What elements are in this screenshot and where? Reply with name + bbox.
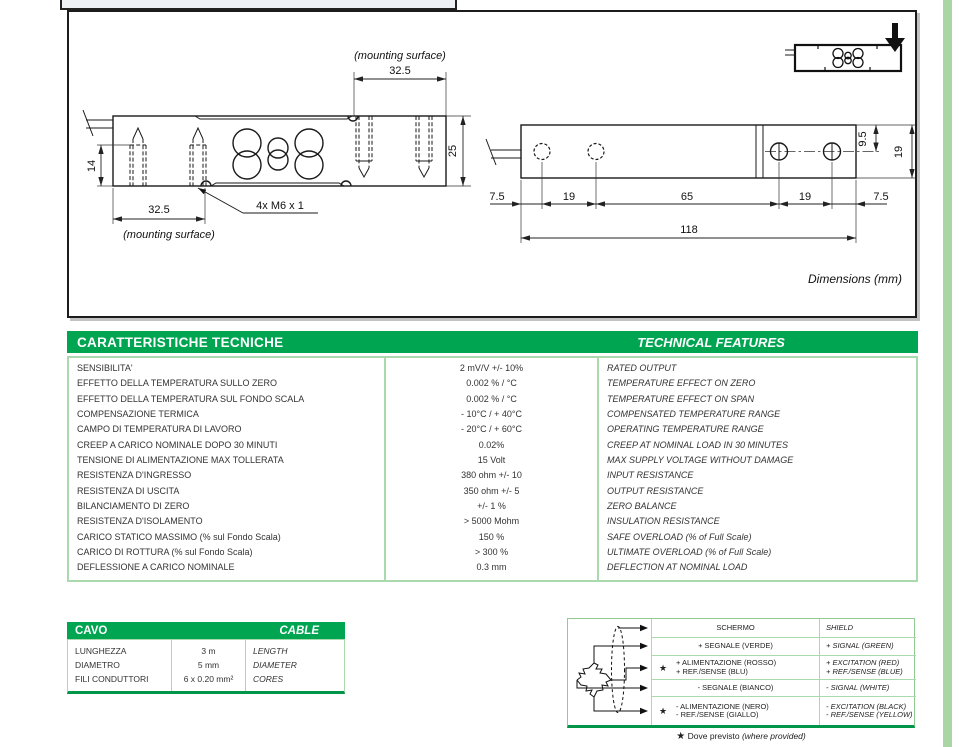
spec-value: 0.002 % / °C xyxy=(466,378,517,389)
spec-name-en: INSULATION RESISTANCE xyxy=(607,516,720,527)
wiring-row-signal-minus-it xyxy=(651,679,819,696)
wire-label: - SEGNALE (BIANCO) xyxy=(697,682,774,692)
cable-column-values xyxy=(171,640,246,691)
spec-value: +/- 1 % xyxy=(477,501,506,512)
tech-title-italian: CARATTERISTICHE TECNICHE xyxy=(77,335,284,350)
side-view-drawing xyxy=(83,50,471,241)
spec-value: 0.3 mm xyxy=(476,562,507,573)
wiring-row-signal-plus-it xyxy=(651,637,819,655)
wire-label: + EXCITATION (RED) xyxy=(826,658,900,667)
wiring-row-excitation-plus-en xyxy=(819,655,916,679)
mini-orientation-view xyxy=(785,45,901,71)
tech-column-english xyxy=(599,358,916,580)
cable-prop-en: CORES xyxy=(253,674,284,684)
spec-value: 380 ohm +/- 10 xyxy=(461,470,522,481)
star-icon: ★ xyxy=(676,731,686,742)
spec-value: - 10°C / + 40°C xyxy=(461,409,522,420)
dim-top-mounting-width: 32.5 xyxy=(389,65,411,77)
top-view-drawing xyxy=(486,125,915,243)
spec-name-en: TEMPERATURE EFFECT ON SPAN xyxy=(607,393,755,404)
spec-name-it: EFFETTO DELLA TEMPERATURA SULLO ZERO xyxy=(77,378,278,389)
spec-name-it: DEFLESSIONE A CARICO NOMINALE xyxy=(77,562,235,573)
spec-name-it: RESISTENZA D'INGRESSO xyxy=(77,470,192,481)
tech-table-header xyxy=(67,331,918,353)
spec-name-it: RESISTENZA DI USCITA xyxy=(77,485,180,496)
tech-column-italian xyxy=(69,358,384,580)
dim-center-span: 65 xyxy=(680,191,694,203)
spec-name-en: MAX SUPPLY VOLTAGE WITHOUT DAMAGE xyxy=(607,455,794,466)
cable-title-english: CABLE xyxy=(279,624,319,637)
cable-column-italian xyxy=(68,640,171,691)
wiring-row-shield-it xyxy=(651,619,819,637)
wire-label: + REF./SENSE (BLU) xyxy=(676,666,748,676)
wire-label: SCHERMO xyxy=(716,622,755,632)
spec-value: 350 ohm +/- 5 xyxy=(463,485,520,496)
dim-edge-right: 7.5 xyxy=(873,191,889,203)
spec-name-en: SAFE OVERLOAD (% of Full Scale) xyxy=(607,531,752,542)
wire-label: + ALIMENTAZIONE (ROSSO) xyxy=(676,658,777,667)
cable-value: 6 x 0.20 mm² xyxy=(183,674,234,684)
wire-label: - REF./SENSE (YELLOW) xyxy=(826,710,913,719)
cable-table-body xyxy=(67,639,345,694)
spec-name-en: INPUT RESISTANCE xyxy=(607,470,694,481)
spec-value: 0.02% xyxy=(478,439,505,450)
spec-name-en: OUTPUT RESISTANCE xyxy=(607,485,704,496)
wiring-row-excitation-minus-it xyxy=(651,696,819,725)
wire-label: - EXCITATION (BLACK) xyxy=(826,701,907,711)
spec-name-it: RESISTENZA D'ISOLAMENTO xyxy=(77,516,203,527)
wire-label: SHIELD xyxy=(826,622,854,632)
mounting-surface-bottom-label: (mounting surface) xyxy=(123,229,215,241)
wire-label: + SEGNALE (VERDE) xyxy=(698,641,773,651)
spec-name-en: CREEP AT NOMINAL LOAD IN 30 MINUTES xyxy=(607,439,789,450)
spec-value: 2 mV/V +/- 10% xyxy=(459,363,524,373)
spec-name-it: TENSIONE DI ALIMENTAZIONE MAX TOLLERATA xyxy=(77,455,284,466)
wiring-table xyxy=(567,618,915,728)
spec-name-it: CARICO STATICO MASSIMO (% sul Fondo Scala) xyxy=(77,531,281,542)
wiring-footnote xyxy=(567,731,915,742)
cable-table-header xyxy=(67,622,345,639)
footnote-translation: (where provided) xyxy=(741,731,806,741)
dim-height: 25 xyxy=(447,144,459,158)
wiring-row-signal-minus-en xyxy=(819,679,916,696)
wire-label: + REF./SENSE (BLUE) xyxy=(826,666,903,676)
bridge-circuit-diagram xyxy=(568,619,651,725)
dim-hole-depth: 14 xyxy=(86,159,98,173)
cable-prop-en: DIAMETER xyxy=(253,660,297,670)
spec-name-it: CARICO DI ROTTURA (% sul Fondo Scala) xyxy=(77,547,253,558)
dim-hole-offset: 9.5 xyxy=(857,131,869,147)
technical-features-table xyxy=(67,331,918,582)
spec-name-it: COMPENSAZIONE TERMICA xyxy=(77,409,199,420)
wiring-row-signal-plus-en xyxy=(819,637,916,655)
spec-value: > 300 % xyxy=(474,547,509,558)
cable-prop-it: LUNGHEZZA xyxy=(75,646,127,656)
thread-callout: 4x M6 x 1 xyxy=(256,200,304,212)
spec-name-it: CAMPO DI TEMPERATURA DI LAVORO xyxy=(77,424,242,435)
dimension-drawing-panel xyxy=(67,10,917,318)
spec-value: 150 % xyxy=(478,531,505,542)
dim-hole-spacing-right: 19 xyxy=(798,191,812,203)
wiring-row-excitation-plus-it xyxy=(651,655,819,679)
spec-name-it: BILANCIAMENTO DI ZERO xyxy=(77,501,190,512)
tech-title-english: TECHNICAL FEATURES xyxy=(637,335,785,350)
tech-table-body xyxy=(67,356,918,582)
spec-name-en: RATED OUTPUT xyxy=(607,363,677,373)
cutoff-header-strip xyxy=(60,0,457,10)
cable-prop-it: FILI CONDUTTORI xyxy=(75,674,149,684)
wiring-row-shield-en xyxy=(819,619,916,637)
wire-label: - ALIMENTAZIONE (NERO) xyxy=(676,701,769,711)
wire-label: + SIGNAL (GREEN) xyxy=(826,641,894,651)
spec-name-en: ZERO BALANCE xyxy=(607,501,677,512)
dim-bottom-mounting-width: 32.5 xyxy=(148,204,170,216)
spec-name-en: DEFLECTION AT NOMINAL LOAD xyxy=(607,562,748,573)
dim-hole-spacing-left: 19 xyxy=(562,191,576,203)
spec-name-en: ULTIMATE OVERLOAD (% of Full Scale) xyxy=(607,547,772,558)
dimensions-unit-note: Dimensions (mm) xyxy=(807,272,902,286)
tech-column-values xyxy=(384,358,599,580)
cable-table xyxy=(67,622,345,694)
page-side-green-bar xyxy=(943,0,952,747)
spec-name-it: EFFETTO DELLA TEMPERATURA SUL FONDO SCALA xyxy=(77,393,305,404)
mounting-surface-top-label: (mounting surface) xyxy=(354,50,446,62)
technical-drawing xyxy=(69,12,915,316)
spec-value: > 5000 Mohm xyxy=(463,516,520,527)
spec-name-en: COMPENSATED TEMPERATURE RANGE xyxy=(607,409,781,420)
star-icon: ★ xyxy=(659,705,668,716)
spec-name-it: SENSIBILITA' xyxy=(77,363,133,373)
dim-body-width: 19 xyxy=(893,145,905,159)
cable-prop-en: LENGTH xyxy=(253,646,288,656)
wire-label: - REF./SENSE (GIALLO) xyxy=(676,710,759,719)
spec-value: 15 Volt xyxy=(477,455,506,466)
spec-value: - 20°C / + 60°C xyxy=(461,424,522,435)
footnote-text: Dove previsto xyxy=(687,731,740,741)
spec-name-it: CREEP A CARICO NOMINALE DOPO 30 MINUTI xyxy=(77,439,278,450)
spec-name-en: TEMPERATURE EFFECT ON ZERO xyxy=(607,378,756,389)
cable-column-english xyxy=(246,640,344,691)
spec-value: 0.002 % / °C xyxy=(466,393,517,404)
cable-value: 3 m xyxy=(201,646,216,656)
cable-prop-it: DIAMETRO xyxy=(75,660,120,670)
dim-total-length: 118 xyxy=(680,224,698,236)
cable-value: 5 mm xyxy=(197,660,220,670)
spec-name-en: OPERATING TEMPERATURE RANGE xyxy=(607,424,764,435)
dim-edge-left: 7.5 xyxy=(489,191,505,203)
wiring-row-excitation-minus-en xyxy=(819,696,916,725)
wire-label: - SIGNAL (WHITE) xyxy=(826,682,890,692)
star-icon: ★ xyxy=(659,662,668,673)
cable-title-italian: CAVO xyxy=(75,624,108,637)
